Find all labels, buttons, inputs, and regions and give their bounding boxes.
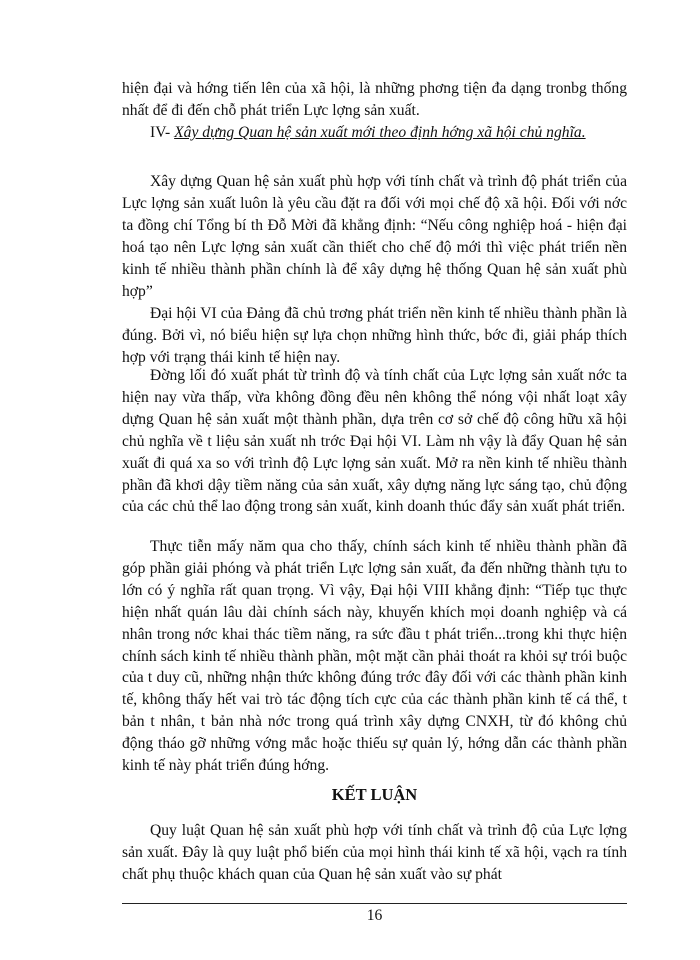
section-title: Xây dựng Quan hệ sản xuất mới theo định hớng xã hội chủ nghĩa.	[174, 124, 586, 141]
page-number: 16	[366, 907, 383, 924]
paragraph-text: Đại hội VI của Đảng đã chủ trơng phát triển nền kinh tế nhiều thành phần là đúng. Bởi vì, nó biểu hiện sự lựa chọn những hình thức, bớc đi, giải pháp thích hợp với trạng thái kinh tế hiện nay.	[122, 305, 627, 366]
section-heading	[122, 122, 627, 144]
paragraph-text: Xây dựng Quan hệ sản xuất phù hợp với tính chất và trình độ phát triển của Lực lợng sản xuất luôn là yêu cầu đặt ra đối với mọi chế độ xã hội. Đối với nớc ta đồng chí Tổng bí th Đỗ Mời đã khẳng định: “Nếu công nghiệp hoá - hiện đại hoá tạo nên Lực lợng sản xuất cần thiết cho chế độ mới thì việc phát triển nền kinh tế nhiều thành phần chính là để xây dựng hệ thống Quan hệ sản xuất phù hợp”	[122, 173, 627, 300]
paragraph	[122, 171, 627, 302]
paragraph-text: Quy luật Quan hệ sản xuất phù hợp với tính chất và trình độ của Lực lợng sản xuất. Đây là quy luật phổ biến của mọi hình thái kinh tế xã hội, vạch ra tính chất phụ thuộc khách quan của Quan hệ sản xuất vào sự phát	[122, 822, 627, 883]
paragraph-text: Thực tiễn mấy năm qua cho thấy, chính sách kinh tế nhiều thành phần đã góp phần giải phóng và phát triển Lực lợng sản xuất, đa đến những thành tựu to lớn có ý nghĩa rất quan trọng. Vì vậy, Đại hội VIII khẳng định: “Tiếp tục thực hiện nhất quán lâu dài chính sách này, khuyến khích mọi doanh nghiệp và cá nhân trong nớc khai thác tiềm năng, ra sức đầu t phát triển...trong khi thực hiện chính sách kinh tế nhiều thành phần, một mặt cần phải thoát ra khỏi sự trói buộc của t duy cũ, những nhận thức không đúng trớc đây đối với các thành phần kinh tế, không thấy hết vai trò tác động tích cực của các thành phần kinh tế cá thể, t bản t nhân, t bản nhà nớc trong quá trình xây dựng CNXH, từ đó không chủ động tháo gỡ những vớng mắc hoặc thiếu sự quản lý, hớng dẫn các thành phần kinh tế này phát triển đúng hớng.	[122, 538, 627, 775]
conclusion-heading: KẾT LUẬN	[331, 785, 418, 804]
paragraph	[122, 365, 627, 518]
paragraph-text: Đờng lối đó xuất phát từ trình độ và tính chất của Lực lợng sản xuất nớc ta hiện nay vừa thấp, vừa không đồng đều nên không thể nóng vội nhất loạt xây dựng Quan hệ sản xuất một thành phần, dựa trên cơ sở chế độ công hữu xã hội chủ nghĩa về t liệu sản xuất nh trớc Đại hội VI. Làm nh vậy là đẩy Quan hệ sản xuất đi quá xa so với trình độ Lực lợng sản xuất. Mở ra nền kinh tế nhiều thành phần đã khơi dậy tiềm năng của sản xuất, xây dựng năng lực sáng tạo, chủ động của các chủ thể lao động trong sản xuất, kinh doanh thúc đẩy sản xuất phát triển.	[122, 367, 627, 516]
section-number: IV-	[150, 124, 171, 141]
paragraph	[122, 303, 627, 369]
paragraph	[122, 820, 627, 886]
paragraph	[122, 536, 627, 777]
footer-divider	[122, 903, 627, 904]
paragraph-continuation	[122, 78, 627, 122]
paragraph-text: hiện đại và hớng tiến lên của xã hội, là những phơng tiện đa dạng tronbg thống nhất để đi đến chỗ phát triển Lực lợng sản xuất.	[122, 80, 627, 119]
